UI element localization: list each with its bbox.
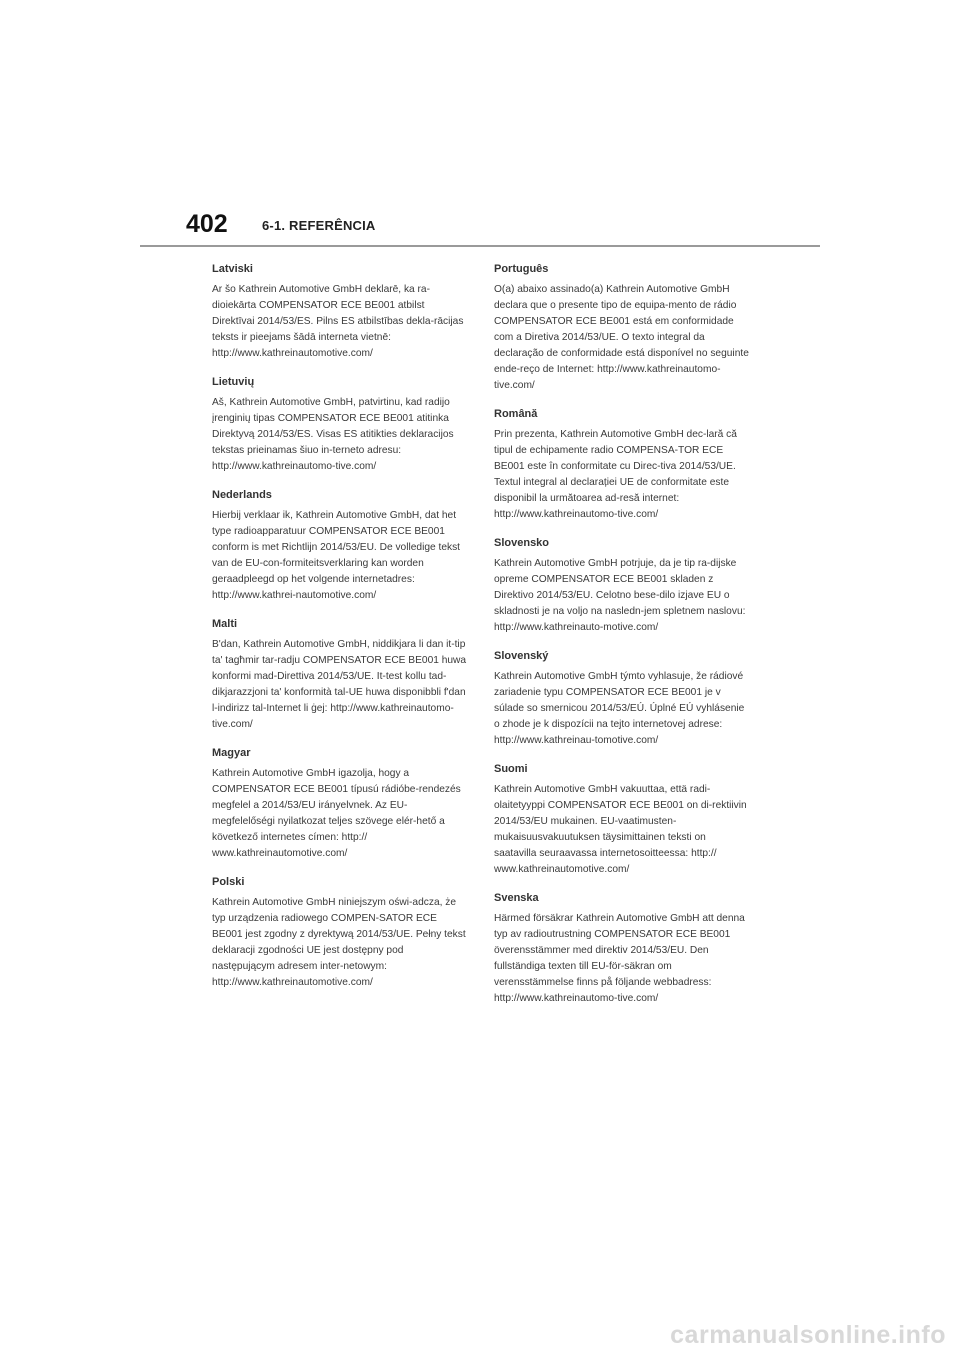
declaration-text: Kathrein Automotive GmbH niniejszym oświ-adcza, że typ urządzenia radiowego COMPEN-SATOR ECE BE001 jest zgodny z dyrektywą 2014/53/UE. Pełny tekst deklaracji zgodności UE jest dostępny pod następującym adresem inter-netowym: http://www.kathreinautomotive.com/	[212, 897, 466, 988]
declaration-magyar	[212, 746, 467, 862]
section-title: 6-1. REFERÊNCIA	[262, 218, 376, 233]
language-heading: Suomi	[494, 763, 528, 775]
declaration-text: Kathrein Automotive GmbH potrjuje, da je tip ra-dijske opreme COMPENSATOR ECE BE001 skladen z Direktivo 2014/53/EU. Celotno bese-dilo izjave EU o skladnosti je na voljo na nasledn-jem spletnem naslovu: http://www.kathreinauto-motive.com/	[494, 558, 746, 633]
declaration-text: Aš, Kathrein Automotive GmbH, patvirtinu, kad radijo įrenginių tipas COMPENSATOR ECE BE001 atitinka Direktyvą 2014/53/ES. Visas ES atitikties deklaracijos tekstas prieinamas šiuo in-terneto adresu: http://www.kathreinautomo-tive.com/	[212, 397, 454, 472]
language-heading: Malti	[212, 618, 238, 630]
language-heading: Svenska	[494, 892, 539, 904]
declaration-text: Kathrein Automotive GmbH týmto vyhlasuje, že rádiové zariadenie typu COMPENSATOR ECE BE001 je v súlade so smernicou 2014/53/EÚ. Úplné EÚ vyhlásenie o zhode je k dispozícii na tejto internetovej adrese: http://www.kathreinau-tomotive.com/	[494, 671, 745, 746]
declaration-text: O(a) abaixo assinado(a) Kathrein Automotive GmbH declara que o presente tipo de equipa-mento de rádio COMPENSATOR ECE BE001 está em conformidade com a Diretiva 2014/53/UE. O texto integral da declaração de conformidade está disponível no seguinte ende-reço de Internet: http://www.kathreinautomo-tive.com/	[494, 284, 749, 391]
language-heading: Polski	[212, 876, 245, 888]
language-heading: Magyar	[212, 747, 251, 759]
language-heading: Português	[494, 263, 549, 275]
page-number: 402	[186, 210, 228, 238]
language-heading: Nederlands	[212, 489, 272, 501]
declaration-text: B'dan, Kathrein Automotive GmbH, niddikjara li dan it-tip ta' tagħmir tar-radju COMPENSATOR ECE BE001 huwa konformi mad-Direttiva 2014/53/UE. It-test kollu tad-dikjarazzjoni ta' konformità tal-UE huwa disponibbli f'dan l-indirizz tal-Internet li ġej: http://www.kathreinautomo-tive.com/	[212, 639, 467, 730]
declaration-slovensky	[494, 649, 749, 749]
declaration-text: Ar šo Kathrein Automotive GmbH deklarē, ka ra-dioiekārta COMPENSATOR ECE BE001 atbilst Direktīvai 2014/53/ES. Pilns ES atbilstības dekla-rācijas teksts ir pieejams šādā interneta vietnē: http://www.kathreinautomotive.com/	[212, 284, 464, 359]
declaration-slovensko	[494, 536, 749, 636]
language-heading: Română	[494, 408, 538, 420]
page-header	[140, 210, 820, 246]
declaration-nederlands	[212, 488, 467, 604]
header-divider	[140, 245, 820, 247]
declaration-text: Kathrein Automotive GmbH vakuuttaa, että radi-olaitetyyppi COMPENSATOR ECE BE001 on di-rektiivin 2014/53/EU mukainen. EU-vaatimusten-mukaisuusvakuutuksen täysimittainen teksti on saatavilla seuraavassa internetosoitteessa: http:// www.kathreinautomotive.com/	[494, 784, 747, 875]
declaration-malti	[212, 617, 467, 733]
language-heading: Slovenský	[494, 650, 549, 662]
declaration-latviski	[212, 262, 467, 362]
language-heading: Latviski	[212, 263, 253, 275]
declaration-suomi	[494, 762, 749, 878]
declaration-svenska	[494, 891, 749, 1007]
site-watermark: carmanualsonline.info	[670, 1321, 946, 1349]
declaration-portugues	[494, 262, 749, 394]
declaration-romana	[494, 407, 749, 523]
language-heading: Lietuvių	[212, 376, 255, 388]
declaration-text: Prin prezenta, Kathrein Automotive GmbH dec-lară că tipul de echipamente radio COMPENSA-TOR ECE BE001 este în conformitate cu Direc-tiva 2014/53/UE. Textul integral al declarației UE de conformitate este disponibil la următoarea ad-resă internet: http://www.kathreinautomo-tive.com/	[494, 429, 737, 520]
declaration-polski	[212, 875, 467, 991]
right-column	[494, 262, 749, 1020]
declaration-text: Härmed försäkrar Kathrein Automotive GmbH att denna typ av radioutrustning COMPENSATOR ECE BE001 överensstämmer med direktiv 2014/53/EU. Den fullständiga texten till EU-för-säkran om verensstämmelse finns på följande webbadress: http://www.kathreinautomo-tive.com/	[494, 913, 745, 1004]
left-column	[212, 262, 467, 1004]
language-heading: Slovensko	[494, 537, 550, 549]
declaration-text: Hierbij verklaar ik, Kathrein Automotive GmbH, dat het type radioapparatuur COMPENSATOR ECE BE001 conform is met Richtlijn 2014/53/EU. De volledige tekst van de EU-con-formiteitsverklaring kan worden geraadpleegd op het volgende internetadres: http://www.kathrei-nautomotive.com/	[212, 510, 461, 601]
declaration-lietuviu	[212, 375, 467, 475]
declaration-text: Kathrein Automotive GmbH igazolja, hogy a COMPENSATOR ECE BE001 típusú rádióbe-rendezés megfelel a 2014/53/EU irányelvnek. Az EU-megfelelőségi nyilatkozat teljes szövege elér-hető a következő internetes címen: http:// www.kathreinautomotive.com/	[212, 768, 461, 859]
